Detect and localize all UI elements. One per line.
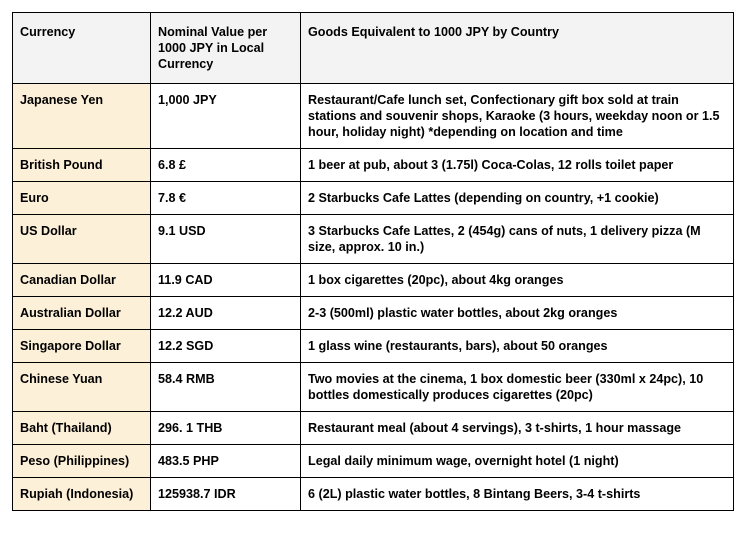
value-cell: 12.2 SGD xyxy=(151,330,301,363)
goods-cell: Two movies at the cinema, 1 box domestic beer (330ml x 24pc), 10 bottles domestically produces cigarettes (20pc) xyxy=(301,363,734,412)
value-cell: 1,000 JPY xyxy=(151,84,301,149)
goods-cell: 1 glass wine (restaurants, bars), about 50 oranges xyxy=(301,330,734,363)
header-nominal-value: Nominal Value per 1000 JPY in Local Currency xyxy=(151,13,301,84)
table-row xyxy=(13,149,734,182)
value-cell: 9.1 USD xyxy=(151,215,301,264)
table-row xyxy=(13,478,734,511)
goods-cell: 6 (2L) plastic water bottles, 8 Bintang Beers, 3-4 t-shirts xyxy=(301,478,734,511)
value-cell: 12.2 AUD xyxy=(151,297,301,330)
goods-cell: Legal daily minimum wage, overnight hotel (1 night) xyxy=(301,445,734,478)
value-cell: 296. 1 THB xyxy=(151,412,301,445)
table-header xyxy=(13,13,734,84)
value-cell: 483.5 PHP xyxy=(151,445,301,478)
table-row xyxy=(13,445,734,478)
currency-cell: Euro xyxy=(13,182,151,215)
table-row xyxy=(13,412,734,445)
value-cell: 6.8 £ xyxy=(151,149,301,182)
currency-cell: Peso (Philippines) xyxy=(13,445,151,478)
currency-cell: Canadian Dollar xyxy=(13,264,151,297)
goods-cell: Restaurant/Cafe lunch set, Confectionary gift box sold at train stations and souvenir shops, Karaoke (3 hours, weekday noon or 1.5 hour, holiday night) *depending on location and time xyxy=(301,84,734,149)
currency-cell: US Dollar xyxy=(13,215,151,264)
table-row xyxy=(13,297,734,330)
goods-cell: 1 box cigarettes (20pc), about 4kg oranges xyxy=(301,264,734,297)
goods-cell: 2 Starbucks Cafe Lattes (depending on country, +1 cookie) xyxy=(301,182,734,215)
header-currency: Currency xyxy=(13,13,151,84)
currency-goods-table xyxy=(12,12,734,511)
value-cell: 11.9 CAD xyxy=(151,264,301,297)
goods-cell: Restaurant meal (about 4 servings), 3 t-shirts, 1 hour massage xyxy=(301,412,734,445)
goods-cell: 2-3 (500ml) plastic water bottles, about 2kg oranges xyxy=(301,297,734,330)
value-cell: 58.4 RMB xyxy=(151,363,301,412)
currency-cell: British Pound xyxy=(13,149,151,182)
value-cell: 7.8 € xyxy=(151,182,301,215)
header-goods-equivalent: Goods Equivalent to 1000 JPY by Country xyxy=(301,13,734,84)
table-row xyxy=(13,330,734,363)
currency-cell: Rupiah (Indonesia) xyxy=(13,478,151,511)
table-row xyxy=(13,264,734,297)
table-row xyxy=(13,363,734,412)
header-row xyxy=(13,13,734,84)
currency-cell: Australian Dollar xyxy=(13,297,151,330)
value-cell: 125938.7 IDR xyxy=(151,478,301,511)
goods-cell: 1 beer at pub, about 3 (1.75l) Coca-Colas, 12 rolls toilet paper xyxy=(301,149,734,182)
table-row xyxy=(13,182,734,215)
table-row xyxy=(13,215,734,264)
currency-cell: Japanese Yen xyxy=(13,84,151,149)
table-body xyxy=(13,84,734,511)
currency-cell: Singapore Dollar xyxy=(13,330,151,363)
currency-cell: Chinese Yuan xyxy=(13,363,151,412)
currency-cell: Baht (Thailand) xyxy=(13,412,151,445)
goods-cell: 3 Starbucks Cafe Lattes, 2 (454g) cans of nuts, 1 delivery pizza (M size, approx. 10 in.) xyxy=(301,215,734,264)
currency-table-container xyxy=(12,12,734,511)
table-row xyxy=(13,84,734,149)
